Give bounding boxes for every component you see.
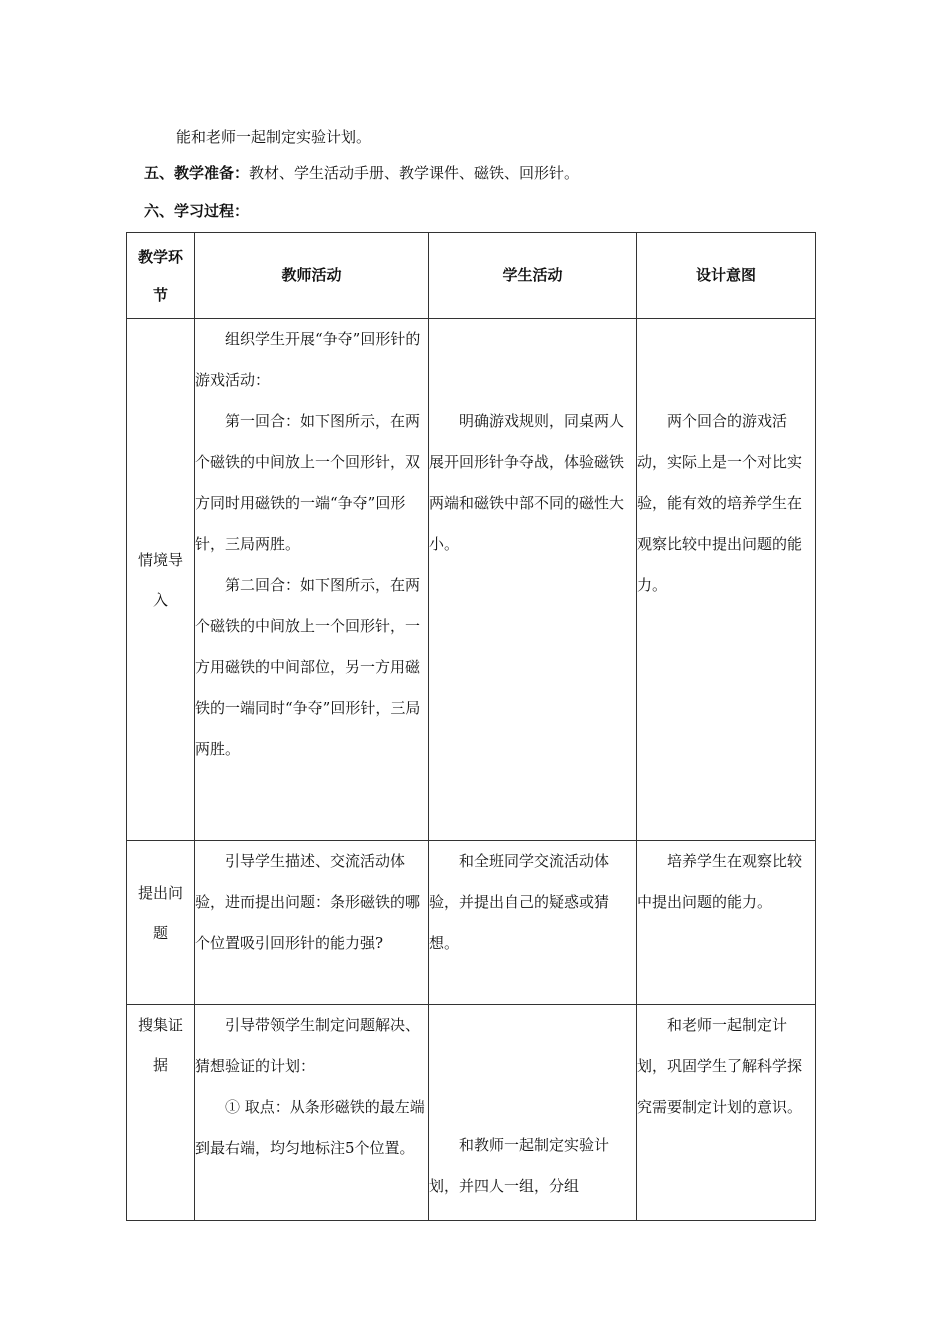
prep-section — [144, 162, 579, 183]
row2-student — [429, 841, 637, 1005]
header-intent: 设计意图 — [637, 233, 816, 319]
header-stage-line2: 节 — [152, 285, 168, 304]
row1-teacher-p3: 第二回合：如下图所示，在两个磁铁的中间放上一个回形针，一方用磁铁的中间部位，另一方用磁铁的一端同时“争夺”回形针，三局两胜。 — [195, 576, 421, 758]
row3-student-p: 和教师一起制定实验计划，并四人一组，分组 — [429, 1136, 610, 1195]
row3-teacher — [195, 1005, 429, 1221]
prep-label: 五、教学准备： — [144, 164, 250, 182]
row1-teacher-p1: 组织学生开展“争夺”回形针的游戏活动： — [195, 330, 421, 389]
row3-intent-p: 和老师一起制定计划，巩固学生了解科学探究需要制定计划的意识。 — [637, 1016, 803, 1116]
row1-stage — [127, 319, 195, 841]
row2-intent — [637, 841, 816, 1005]
row2-teacher — [195, 841, 429, 1005]
row3-student — [429, 1005, 637, 1221]
header-stage-line1: 教学环 — [137, 247, 183, 266]
lesson-plan-table — [126, 232, 816, 1221]
row3-stage — [127, 1005, 195, 1221]
row3-stage-line1: 搜集证 — [137, 1016, 183, 1034]
row1-intent-p: 两个回合的游戏活动，实际上是一个对比实验，能有效的培养学生在观察比较中提出问题的能力。 — [637, 412, 803, 594]
row3-teacher-p1: 引导带领学生制定问题解决、猜想验证的计划： — [195, 1016, 421, 1075]
row1-student — [429, 319, 637, 841]
row1-teacher-p2: 第一回合：如下图所示，在两个磁铁的中间放上一个回形针，双方同时用磁铁的一端“争夺”回形针，三局两胜。 — [195, 412, 421, 553]
row2-student-p: 和全班同学交流活动体验，并提出自己的疑惑或猜想。 — [429, 852, 610, 952]
row1-stage-line2: 入 — [152, 590, 168, 609]
row3-stage-line2: 据 — [152, 1056, 168, 1074]
row2-stage — [127, 841, 195, 1005]
row2-intent-p: 培养学生在观察比较中提出问题的能力。 — [637, 852, 803, 911]
header-student: 学生活动 — [429, 233, 637, 319]
row1-intent — [637, 319, 816, 841]
row2-stage-line1: 提出问 — [137, 884, 183, 902]
row1-teacher — [195, 319, 429, 841]
header-stage — [127, 233, 195, 319]
row2-teacher-p1: 引导学生描述、交流活动体验，进而提出问题：条形磁铁的哪个位置吸引回形针的能力强? — [195, 852, 421, 952]
table-row — [127, 1005, 816, 1221]
table-row — [127, 319, 816, 841]
row1-student-p: 明确游戏规则，同桌两人展开回形针争夺战，体验磁铁两端和磁铁中部不同的磁性大小。 — [429, 412, 625, 553]
row3-teacher-p2: ① 取点：从条形磁铁的最左端到最右端，均匀地标注5个位置。 — [195, 1098, 425, 1157]
row1-stage-line1: 情境导 — [137, 550, 183, 569]
row2-stage-line2: 题 — [152, 924, 168, 942]
row3-intent — [637, 1005, 816, 1221]
continued-line: 能和老师一起制定实验计划。 — [176, 128, 372, 146]
process-label: 六、学习过程： — [144, 202, 250, 220]
table-row — [127, 841, 816, 1005]
table-header-row — [127, 233, 816, 319]
prep-text: 教材、学生活动手册、教学课件、磁铁、回形针。 — [249, 164, 580, 182]
header-teacher: 教师活动 — [195, 233, 429, 319]
